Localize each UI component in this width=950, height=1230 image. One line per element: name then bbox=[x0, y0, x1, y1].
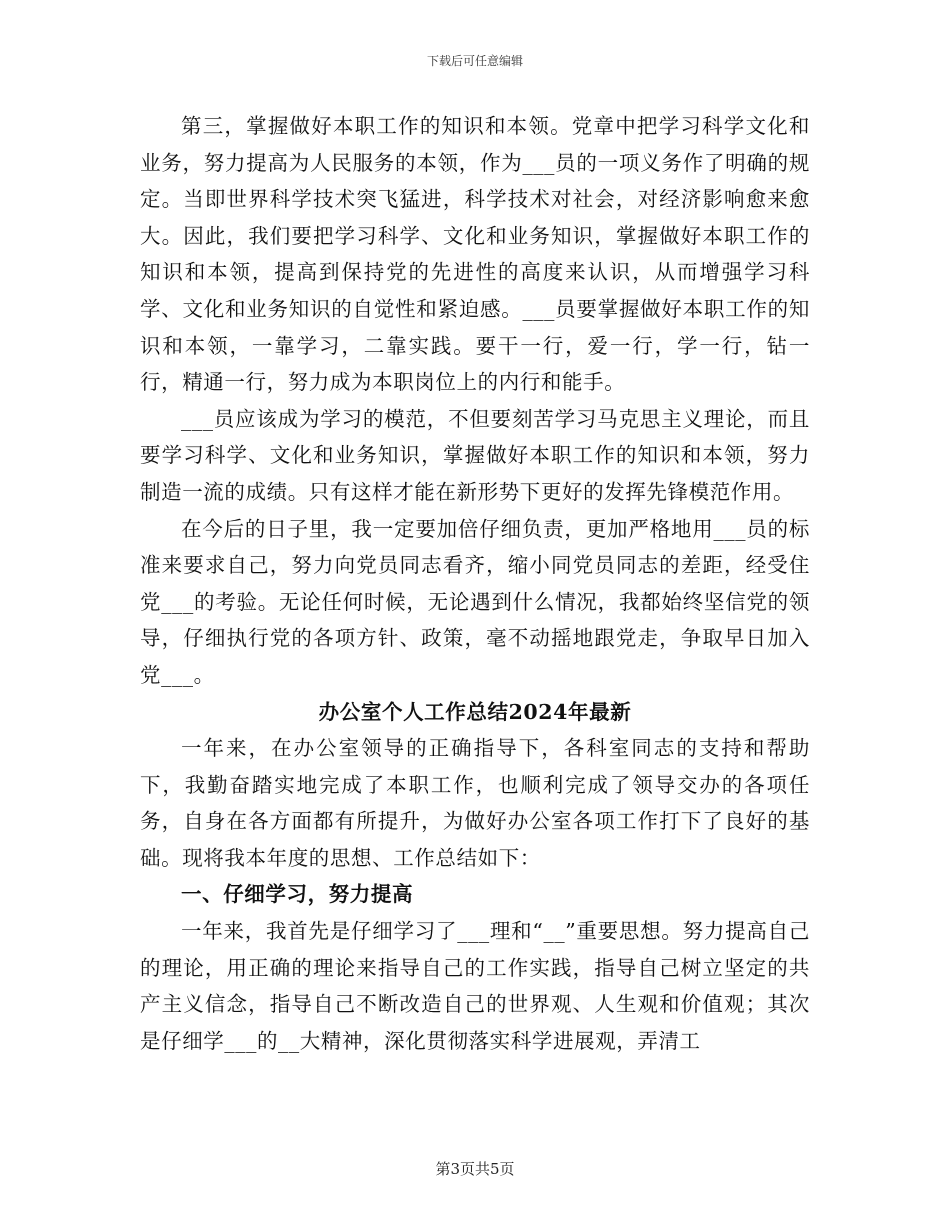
paragraph-5: 一年来，我首先是仔细学习了___理和“__”重要思想。努力提高自己的理论，用正确的理论来指导自己的工作实践，指导自己树立坚定的共产主义信念，指导自己不断改造自己的世界观、人生观和价值观；其次是仔细学___的__大精神，深化贯彻落实科学进展观，弄清工 bbox=[140, 919, 810, 1053]
page-header: 下载后可任意编辑 bbox=[426, 54, 523, 68]
paragraph-3: 在今后的日子里，我一定要加倍仔细负责，更加严格地用___员的标准来要求自己，努力向党员同志看齐，缩小同党员同志的差距，经受住党___的考验。无论任何时候，无论遇到什么情况，我都始终坚信党的领导，仔细执行党的各项方针、政策，毫不动摇地跟党走，争取早日加入党___。 bbox=[140, 516, 810, 687]
page-footer: 第3页共5页 bbox=[435, 1160, 515, 1178]
document-body bbox=[140, 108, 810, 1059]
paragraph-2: ___员应该成为学习的模范，不但要刻苦学习马克思主义理论，而且要学习科学、文化和业务知识，掌握做好本职工作的知识和本领，努力制造一流的成绩。只有这样才能在新形势下更好的发挥先锋模范作用。 bbox=[140, 406, 810, 504]
paragraph-1: 第三，掌握做好本职工作的知识和本领。党章中把学习科学文化和业务，努力提高为人民服务的本领，作为___员的一项义务作了明确的规定。当即世界科学技术突飞猛进，科学技术对社会，对经济影响愈来愈大。因此，我们要把学习科学、文化和业务知识，掌握做好本职工作的知识和本领，提高到保持党的先进性的高度来认识，从而增强学习科学、文化和业务知识的自觉性和紧迫感。___员要掌握做好本职工作的知识和本领，一靠学习，二靠实践。要干一行，爱一行，学一行，钻一行，精通一行，努力成为本职岗位上的内行和能手。 bbox=[140, 114, 810, 395]
section-heading-1: 一、仔细学习，努力提高 bbox=[181, 882, 414, 907]
section-title: 办公室个人工作总结2024年最新 bbox=[318, 699, 632, 724]
paragraph-4: 一年来，在办公室领导的正确指导下，各科室同志的支持和帮助下，我勤奋踏实地完成了本职工作，也顺利完成了领导交办的各项任务，自身在各方面都有所提升，为做好办公室各项工作打下了良好的基础。现将我本年度的思想、工作总结如下： bbox=[140, 736, 810, 870]
